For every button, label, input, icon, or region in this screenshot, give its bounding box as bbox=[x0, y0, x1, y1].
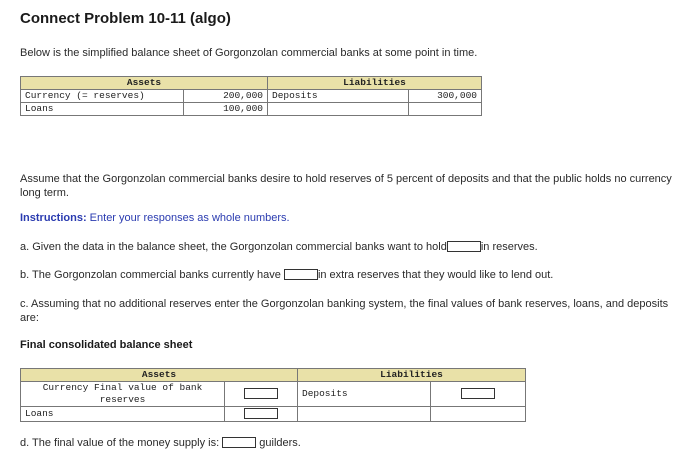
final-liabilities-header: Liabilities bbox=[298, 369, 526, 382]
liability-value bbox=[409, 103, 482, 116]
asset-value: 100,000 bbox=[183, 103, 267, 116]
final-reserves-input[interactable] bbox=[244, 388, 278, 399]
assumption-text: Assume that the Gorgonzolan commercial banks desire to hold reserves of 5 percent of deposits and that the public holds no currency long term. bbox=[20, 173, 672, 199]
table-row bbox=[21, 90, 482, 103]
instructions-text: Enter your responses as whole numbers. bbox=[86, 212, 290, 224]
intro-text: Below is the simplified balance sheet of Gorgonzolan commercial banks at some point in time. bbox=[20, 47, 478, 59]
question-b-text: b. The Gorgonzolan commercial banks currently have bbox=[20, 269, 281, 281]
table-row bbox=[21, 407, 526, 422]
instructions-label: Instructions: bbox=[20, 212, 87, 224]
final-reserves-label: Currency Final value of bank reserves bbox=[21, 382, 225, 407]
asset-label: Currency (= reserves) bbox=[21, 90, 184, 103]
final-sheet-title: Final consolidated balance sheet bbox=[20, 339, 193, 351]
final-deposits-input[interactable] bbox=[461, 388, 495, 399]
final-assets-header: Assets bbox=[21, 369, 298, 382]
question-d-text: d. The final value of the money supply is: bbox=[20, 437, 220, 449]
page-title: Connect Problem 10-11 (algo) bbox=[20, 10, 231, 27]
final-loans-input[interactable] bbox=[244, 408, 278, 419]
liability-label bbox=[268, 103, 409, 116]
answer-a-input[interactable] bbox=[447, 241, 481, 252]
final-deposits-label: Deposits bbox=[298, 382, 431, 407]
liability-label: Deposits bbox=[268, 90, 409, 103]
liabilities-header: Liabilities bbox=[268, 77, 482, 90]
table-row bbox=[21, 382, 526, 407]
final-loans-label: Loans bbox=[21, 407, 225, 422]
table-row bbox=[21, 103, 482, 116]
question-b-suffix: in extra reserves that they would like to lend out. bbox=[317, 269, 554, 281]
asset-label: Loans bbox=[21, 103, 184, 116]
question-a-text: a. Given the data in the balance sheet, the Gorgonzolan commercial banks want to hold bbox=[20, 241, 447, 253]
balance-sheet-table bbox=[20, 76, 482, 116]
question-d-suffix: guilders. bbox=[259, 437, 301, 449]
question-b bbox=[20, 268, 553, 282]
asset-value: 200,000 bbox=[183, 90, 267, 103]
question-a-suffix: in reserves. bbox=[480, 241, 538, 253]
question-a bbox=[20, 240, 538, 254]
question-d bbox=[20, 436, 301, 450]
answer-d-input[interactable] bbox=[222, 437, 256, 448]
answer-b-input[interactable] bbox=[284, 269, 318, 280]
liability-value: 300,000 bbox=[409, 90, 482, 103]
instructions bbox=[20, 212, 290, 224]
question-c: c. Assuming that no additional reserves enter the Gorgonzolan banking system, the final values of bank reserves, loans, and deposits are: bbox=[20, 298, 669, 324]
assets-header: Assets bbox=[21, 77, 268, 90]
final-balance-sheet-table bbox=[20, 368, 526, 422]
